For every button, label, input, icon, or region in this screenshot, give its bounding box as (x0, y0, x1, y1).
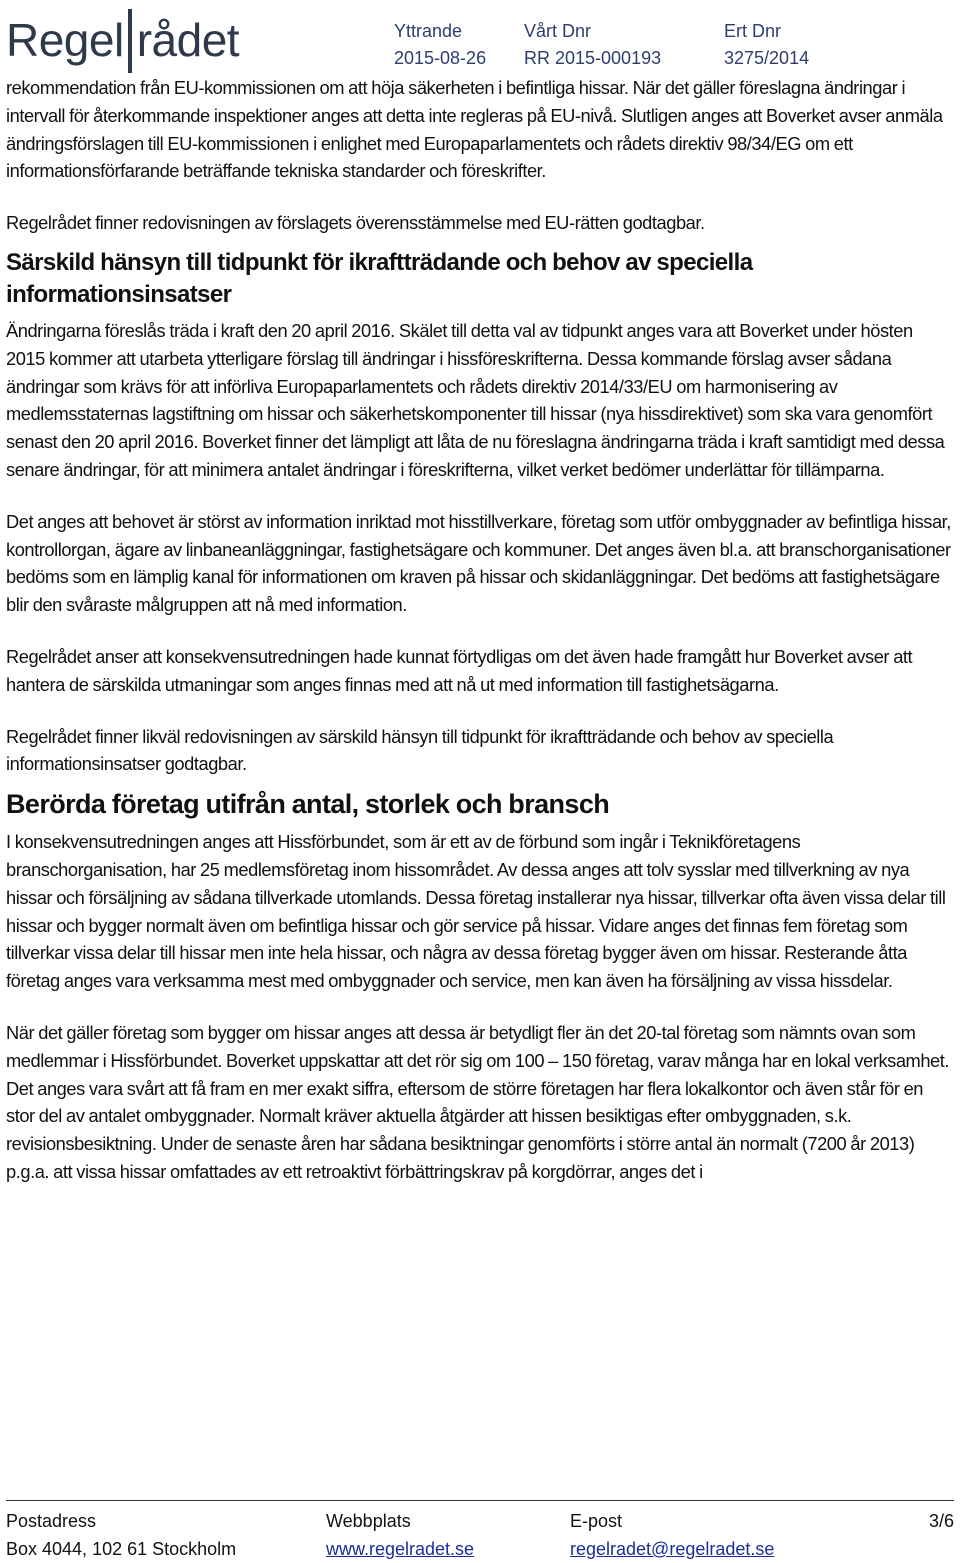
paragraph: rekommendation från EU-kommissionen om att höja säkerheten i befintliga hissar. När det gäller föreslagna ändringar i intervall för återkommande inspektioner anges att detta inte regleras på EU-nivå. Slutligen anges att Boverket avser anmäla ändringsförslagen till EU-kommissionen i enlighet med Europaparlamentets och rådets direktiv 98/34/EG om ett informationsförfarande beträffande tekniska standarder och föreskrifter. (6, 77, 943, 182)
meta-yttrande (394, 18, 486, 72)
page-header (0, 0, 960, 80)
footer-label: Postadress (6, 1511, 97, 1531)
footer-website (326, 1507, 474, 1563)
footer-label: Webbplats (326, 1511, 411, 1531)
section-heading-companies: Berörda företag utifrån antal, storlek och bransch (6, 789, 610, 820)
paragraph: Regelrådet anser att konsekvensutredningen hade kunnat förtydligas om det även hade framgått hur Boverket avser att hantera de särskilda utmaningar som anges finnas med att nå ut med information till fastighetsägarna. (6, 645, 913, 695)
paragraph: Regelrådet finner likväl redovisningen av särskild hänsyn till tidpunkt för ikraftträdande och behov av speciella informationsinsatser godtagbar. (6, 725, 834, 775)
footer-label: E-post (570, 1511, 623, 1531)
page-footer (6, 1500, 954, 1563)
meta-value: 2015-08-26 (394, 48, 487, 68)
logo-text-left: Regel (6, 14, 124, 66)
page-number: 3/6 (928, 1511, 954, 1531)
meta-value: RR 2015-000193 (524, 48, 662, 68)
meta-label: Vårt Dnr (524, 21, 592, 41)
paragraph: Ändringarna föreslås träda i kraft den 20 april 2016. Skälet till detta val av tidpunkt anges vara att Boverket under hösten 2015 kommer att utarbeta ytterligare förslag till ändringar i hissföreskrifterna. Dessa kommande förslag avser sådana ändringar som krävs för att införliva Europaparlamentets och rådets direktiv 2014/33/EU om harmonisering av medlemsstaternas lagstiftning om hissar och säkerhetskomponenter till hissar (nya hissdirektivet) som ska vara genomfört senast den 20 april 2016. Boverket finner det lämpligt att låta de nu föreslagna ändringarna träda i kraft samtidigt med dessa senare ändringar, för att minimera antalet ändringar i föreskrifterna, vilket verket bedömer underlättar för tillämparna. (6, 319, 945, 480)
footer-email (570, 1507, 774, 1563)
footer-address (6, 1507, 236, 1563)
meta-label: Ert Dnr (724, 21, 782, 41)
regelradet-logo (6, 4, 239, 76)
meta-vart-dnr (524, 18, 661, 72)
section-heading-timing: Särskild hänsyn till tidpunkt för ikraftträdande och behov av speciella informationsinsatser (6, 248, 753, 308)
footer-value: Box 4044, 102 61 Stockholm (6, 1539, 237, 1559)
document-body (6, 74, 954, 1186)
website-link[interactable]: www.regelradet.se (326, 1539, 475, 1559)
meta-label: Yttrande (394, 21, 463, 41)
paragraph: När det gäller företag som bygger om hissar anges att dessa är betydligt fler än det 20-tal företag som nämnts ovan som medlemmar i Hissförbundet. Boverket uppskattar att det rör sig om 100 – 150 företag, varav många har en lokal verksamhet. Det anges vara svårt att få fram en mer exakt siffra, eftersom de större företagen har flera lokalkontor och även står för en stor del av antalet ombyggnader. Normalt kräver aktuella åtgärder att hissen besiktigas efter ombyggnaden, s.k. revisionsbesiktning. Under de senaste åren har sådana besiktningar genomförts i större antal än normalt (7200 år 2013) p.g.a. att vissa hissar omfattades av ett retroaktivt förbättringskrav på korgdörrar, anges det i (6, 1021, 950, 1182)
logo-divider (128, 9, 132, 73)
email-link[interactable]: regelradet@regelradet.se (570, 1539, 775, 1559)
meta-value: 3275/2014 (724, 48, 810, 68)
paragraph: Regelrådet finner redovisningen av förslagets överensstämmelse med EU-rätten godtagbar. (6, 212, 705, 234)
paragraph: I konsekvensutredningen anges att Hissförbundet, som är ett av de förbund som ingår i Teknikföretagens branschorganisation, har 25 medlemsföretag inom hissområdet. Av dessa anges att tolv sysslar med tillverkning av nya hissar och försäljning av sådana tillverkade utomlands. Dessa företag installerar nya hissar, tillverkar ofta även vissa delar till hissar och bygger normalt även om befintliga hissar och gör service på hissar. Vidare anges det finnas fem företag som tillverkar vissa delar till hissar men inte hela hissar, och några av dessa företag bygger även om hissar. Resterande åtta företag anges vara verksamma mest med ombyggnader och service, men kan även ha försäljning av vissa hissdelar. (6, 831, 946, 992)
meta-ert-dnr (724, 18, 809, 72)
logo-text-right: rådet (136, 14, 240, 66)
paragraph: Det anges att behovet är störst av information inriktad mot hisstillverkare, företag som utför ombyggnader av befintliga hissar, kontrollorgan, ägare av linbaneanläggningar, fastighetsägare och kommuner. Det anges även bl.a. att branschorganisationer bedöms som en lämplig kanal för informationen om kraven på hissar och skidanläggningar. Det bedöms att fastighetsägare blir den svåraste målgruppen att nå med information. (6, 510, 951, 616)
